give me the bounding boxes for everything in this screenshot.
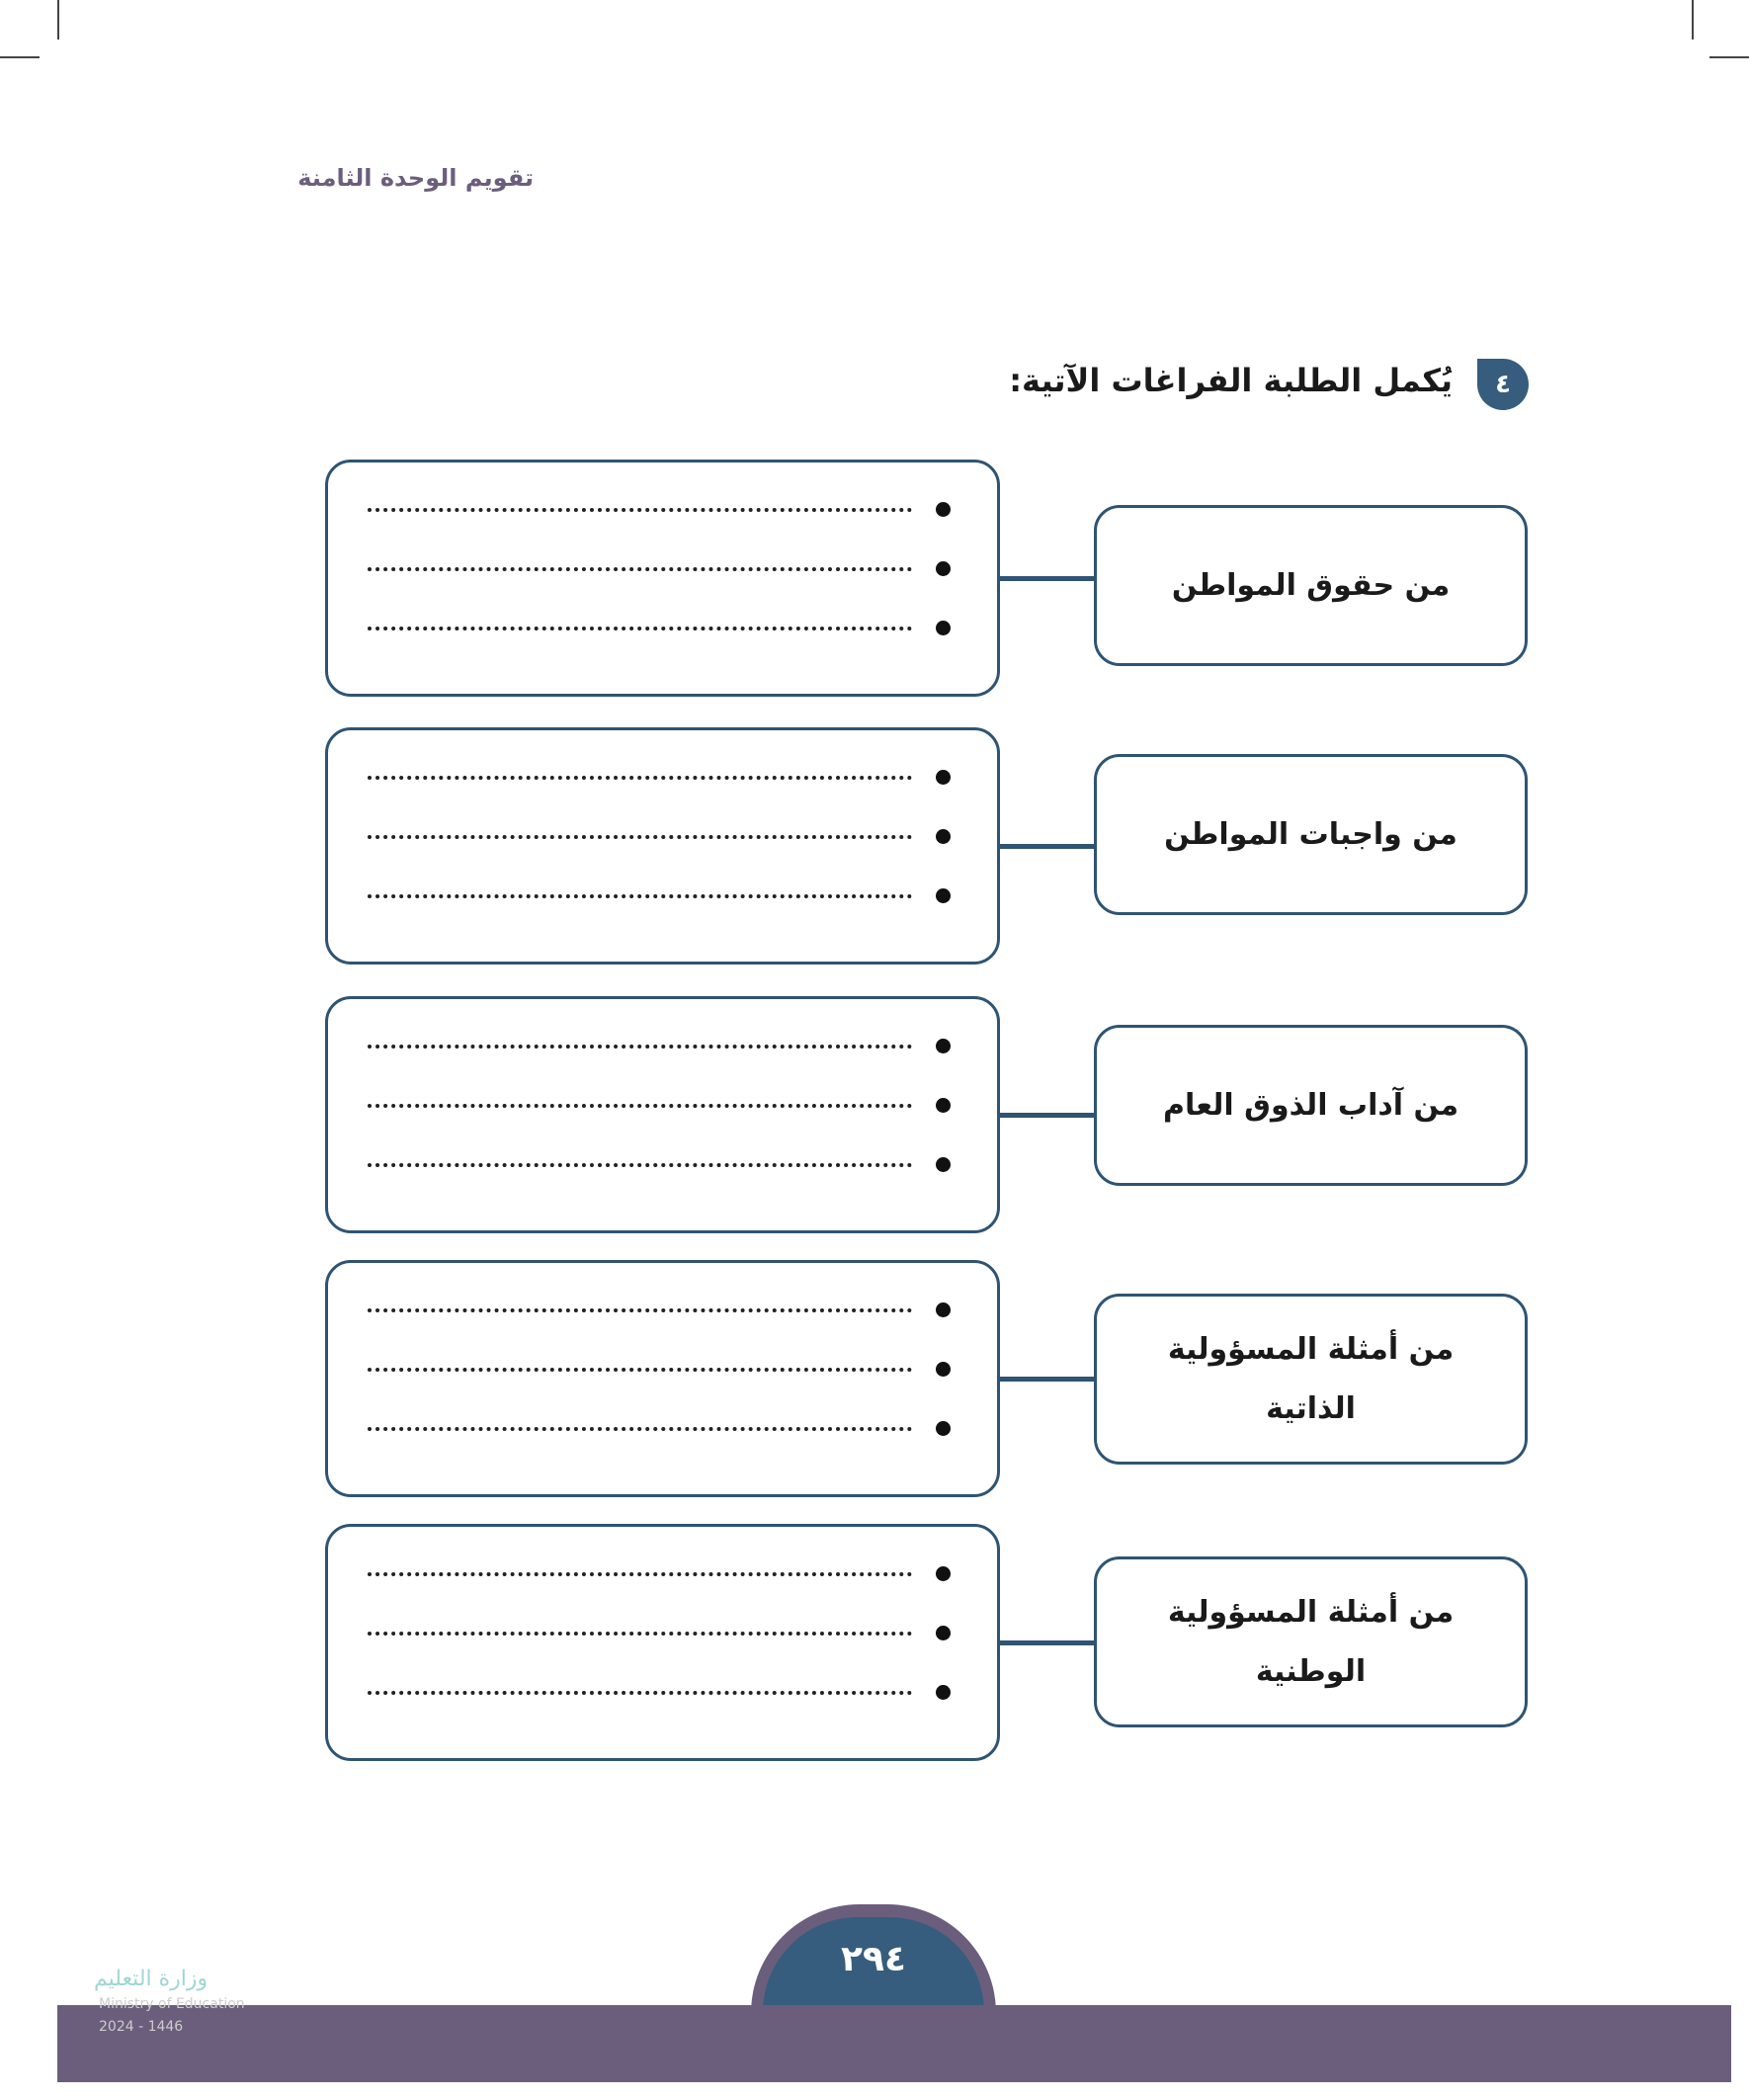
dotted-blank[interactable] bbox=[368, 1572, 912, 1576]
dotted-blank[interactable] bbox=[368, 894, 912, 898]
answer-line[interactable] bbox=[368, 561, 951, 576]
connector-line bbox=[1000, 1113, 1094, 1118]
dotted-blank[interactable] bbox=[368, 835, 912, 839]
category-box bbox=[1094, 1556, 1528, 1727]
dotted-blank[interactable] bbox=[368, 1368, 912, 1372]
ministry-logo-text: وزارة التعليم bbox=[94, 1967, 208, 1991]
bullet-icon bbox=[936, 829, 951, 844]
bullet-icon bbox=[936, 621, 951, 635]
dotted-blank[interactable] bbox=[368, 1308, 912, 1312]
dotted-blank[interactable] bbox=[368, 1045, 912, 1049]
answer-line[interactable] bbox=[368, 1157, 951, 1172]
crop-mark bbox=[1692, 0, 1694, 40]
unit-title: تقويم الوحدة الثامنة bbox=[297, 164, 534, 192]
answer-line[interactable] bbox=[368, 621, 951, 635]
category-label: من أمثلة المسؤولية الوطنية bbox=[1167, 1594, 1455, 1689]
answer-line[interactable] bbox=[368, 1685, 951, 1700]
bullet-icon bbox=[936, 1302, 951, 1317]
category-label: من حقوق المواطن bbox=[1171, 567, 1451, 603]
category-box bbox=[1094, 754, 1528, 915]
connector-line bbox=[1000, 1640, 1094, 1645]
answer-line[interactable] bbox=[368, 1098, 951, 1113]
answer-box bbox=[325, 460, 1000, 697]
bullet-icon bbox=[936, 1421, 951, 1436]
answer-box bbox=[325, 996, 1000, 1233]
dotted-blank[interactable] bbox=[368, 627, 912, 630]
answer-box bbox=[325, 727, 1000, 965]
answer-line[interactable] bbox=[368, 502, 951, 517]
bullet-icon bbox=[936, 770, 951, 785]
answer-line[interactable] bbox=[368, 1626, 951, 1640]
dotted-blank[interactable] bbox=[368, 508, 912, 512]
crop-mark bbox=[57, 0, 59, 40]
answer-line[interactable] bbox=[368, 1039, 951, 1053]
answer-line[interactable] bbox=[368, 1362, 951, 1377]
answer-line[interactable] bbox=[368, 1566, 951, 1581]
category-label: من واجبات المواطن bbox=[1164, 816, 1458, 852]
answer-line[interactable] bbox=[368, 1421, 951, 1436]
bullet-icon bbox=[936, 1685, 951, 1700]
bullet-icon bbox=[936, 1039, 951, 1053]
ministry-english: Ministry of Education bbox=[99, 1996, 245, 2012]
connector-line bbox=[1000, 1377, 1094, 1382]
category-box bbox=[1094, 505, 1528, 666]
bullet-icon bbox=[936, 1626, 951, 1640]
connector-line bbox=[1000, 576, 1094, 581]
category-label: من أمثلة المسؤولية الذاتية bbox=[1167, 1331, 1455, 1426]
answer-line[interactable] bbox=[368, 770, 951, 785]
crop-mark bbox=[1709, 56, 1749, 58]
category-box bbox=[1094, 1025, 1528, 1186]
dotted-blank[interactable] bbox=[368, 776, 912, 780]
bullet-icon bbox=[936, 502, 951, 517]
footer-band bbox=[57, 2005, 1731, 2082]
dotted-blank[interactable] bbox=[368, 1691, 912, 1695]
bullet-icon bbox=[936, 1362, 951, 1377]
bullet-icon bbox=[936, 561, 951, 576]
bullet-icon bbox=[936, 1098, 951, 1113]
dotted-blank[interactable] bbox=[368, 567, 912, 571]
year-label: 2024 - 1446 bbox=[99, 2019, 184, 2035]
dotted-blank[interactable] bbox=[368, 1632, 912, 1636]
dotted-blank[interactable] bbox=[368, 1104, 912, 1108]
bullet-icon bbox=[936, 1566, 951, 1581]
category-box bbox=[1094, 1294, 1528, 1465]
bullet-icon bbox=[936, 1157, 951, 1172]
answer-line[interactable] bbox=[368, 829, 951, 844]
connector-line bbox=[1000, 844, 1094, 849]
answer-box bbox=[325, 1524, 1000, 1761]
answer-line[interactable] bbox=[368, 888, 951, 903]
answer-box bbox=[325, 1260, 1000, 1497]
crop-mark bbox=[0, 56, 40, 58]
page-number: ٢٩٤ bbox=[763, 1917, 984, 2012]
question-title: يُكمل الطلبة الفراغات الآتية: bbox=[1009, 362, 1453, 399]
question-number-badge: ٤ bbox=[1477, 359, 1529, 410]
dotted-blank[interactable] bbox=[368, 1427, 912, 1431]
category-label: من آداب الذوق العام bbox=[1162, 1087, 1459, 1123]
answer-line[interactable] bbox=[368, 1302, 951, 1317]
dotted-blank[interactable] bbox=[368, 1163, 912, 1167]
bullet-icon bbox=[936, 888, 951, 903]
